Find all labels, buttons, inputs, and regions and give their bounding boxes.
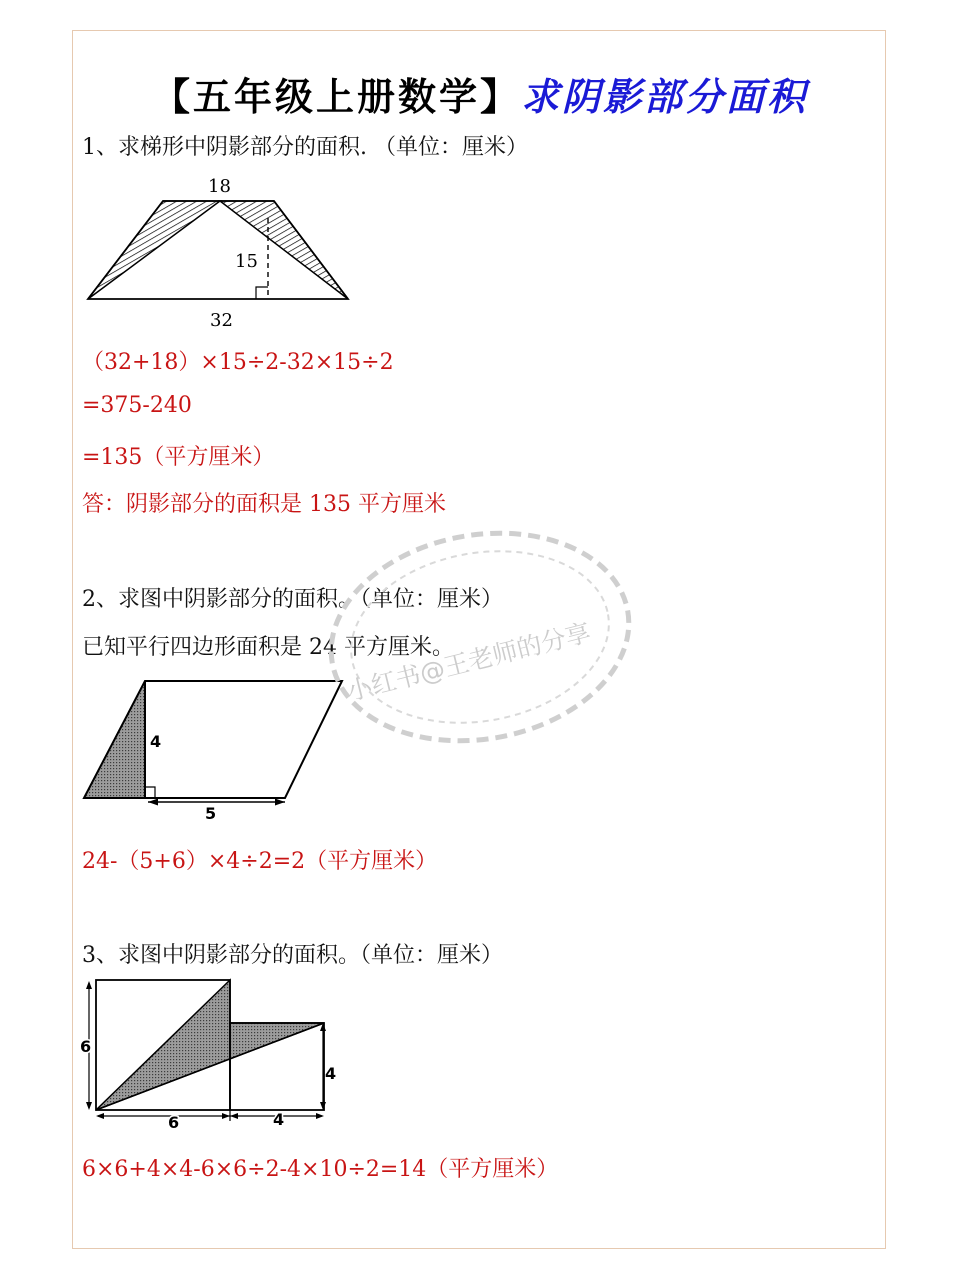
q2-arrow-right bbox=[275, 799, 285, 806]
q3-label-right-height: 4 bbox=[325, 1064, 337, 1083]
q1-solution-line-3: =135（平方厘米） bbox=[82, 445, 275, 470]
q3-dim-right-arrow-bottom bbox=[320, 1102, 326, 1110]
q1-shaded-left bbox=[88, 201, 220, 299]
q2-right-angle-mark bbox=[145, 787, 155, 798]
q1-trapezoid-figure bbox=[80, 170, 360, 335]
watermark-text: 小红书@王老师的分享 bbox=[343, 617, 594, 707]
q1-prompt: 1、求梯形中阴影部分的面积. （单位：厘米） bbox=[82, 135, 528, 160]
q1-label-bottom: 32 bbox=[210, 310, 233, 331]
q3-shaded-triangle bbox=[96, 980, 324, 1110]
q3-dim-bottom-arrow-right bbox=[316, 1113, 324, 1119]
q3-label-bottom-right: 4 bbox=[273, 1110, 285, 1129]
q3-dim-bottom-arrow-left bbox=[96, 1113, 104, 1119]
page-title bbox=[0, 66, 960, 121]
q2-given: 已知平行四边形面积是 24 平方厘米。 bbox=[82, 635, 454, 660]
q2-prompt: 2、求图中阴影部分的面积。（单位：厘米） bbox=[82, 587, 503, 612]
q3-dim-bottom-arrow-mid-l bbox=[222, 1113, 230, 1119]
watermark-stamp bbox=[320, 525, 640, 750]
title-topic: 求阴影部分面积 bbox=[521, 74, 809, 119]
q2-parallelogram-figure bbox=[80, 675, 350, 825]
q3-dim-left-arrow-top bbox=[86, 981, 92, 989]
title-main: 【五年级上册数学】 bbox=[151, 74, 521, 119]
q3-squares-figure bbox=[80, 975, 340, 1135]
q3-label-bottom-left: 6 bbox=[168, 1113, 180, 1132]
q2-label-height: 4 bbox=[150, 732, 162, 751]
q1-solution-line-1: （32+18）×15÷2-32×15÷2 bbox=[82, 350, 394, 375]
q1-label-height: 15 bbox=[235, 251, 258, 272]
q2-answer: 24-（5+6）×4÷2=2（平方厘米） bbox=[82, 849, 438, 874]
q1-label-top: 18 bbox=[208, 176, 231, 197]
q3-dim-left-arrow-bottom bbox=[86, 1102, 92, 1110]
q3-label-left-height: 6 bbox=[80, 1037, 92, 1056]
q1-answer-line: 答：阴影部分的面积是 135 平方厘米 bbox=[82, 492, 446, 517]
q2-label-base: 5 bbox=[205, 804, 217, 823]
q3-prompt: 3、求图中阴影部分的面积。（单位：厘米） bbox=[82, 943, 503, 968]
q2-arrow-left bbox=[148, 799, 158, 806]
q3-answer: 6×6+4×4-6×6÷2-4×10÷2=14（平方厘米） bbox=[82, 1157, 559, 1182]
q1-right-angle-mark bbox=[256, 287, 268, 299]
q3-dim-bottom-arrow-mid-r bbox=[230, 1113, 238, 1119]
q1-solution-line-2: =375-240 bbox=[82, 393, 192, 418]
